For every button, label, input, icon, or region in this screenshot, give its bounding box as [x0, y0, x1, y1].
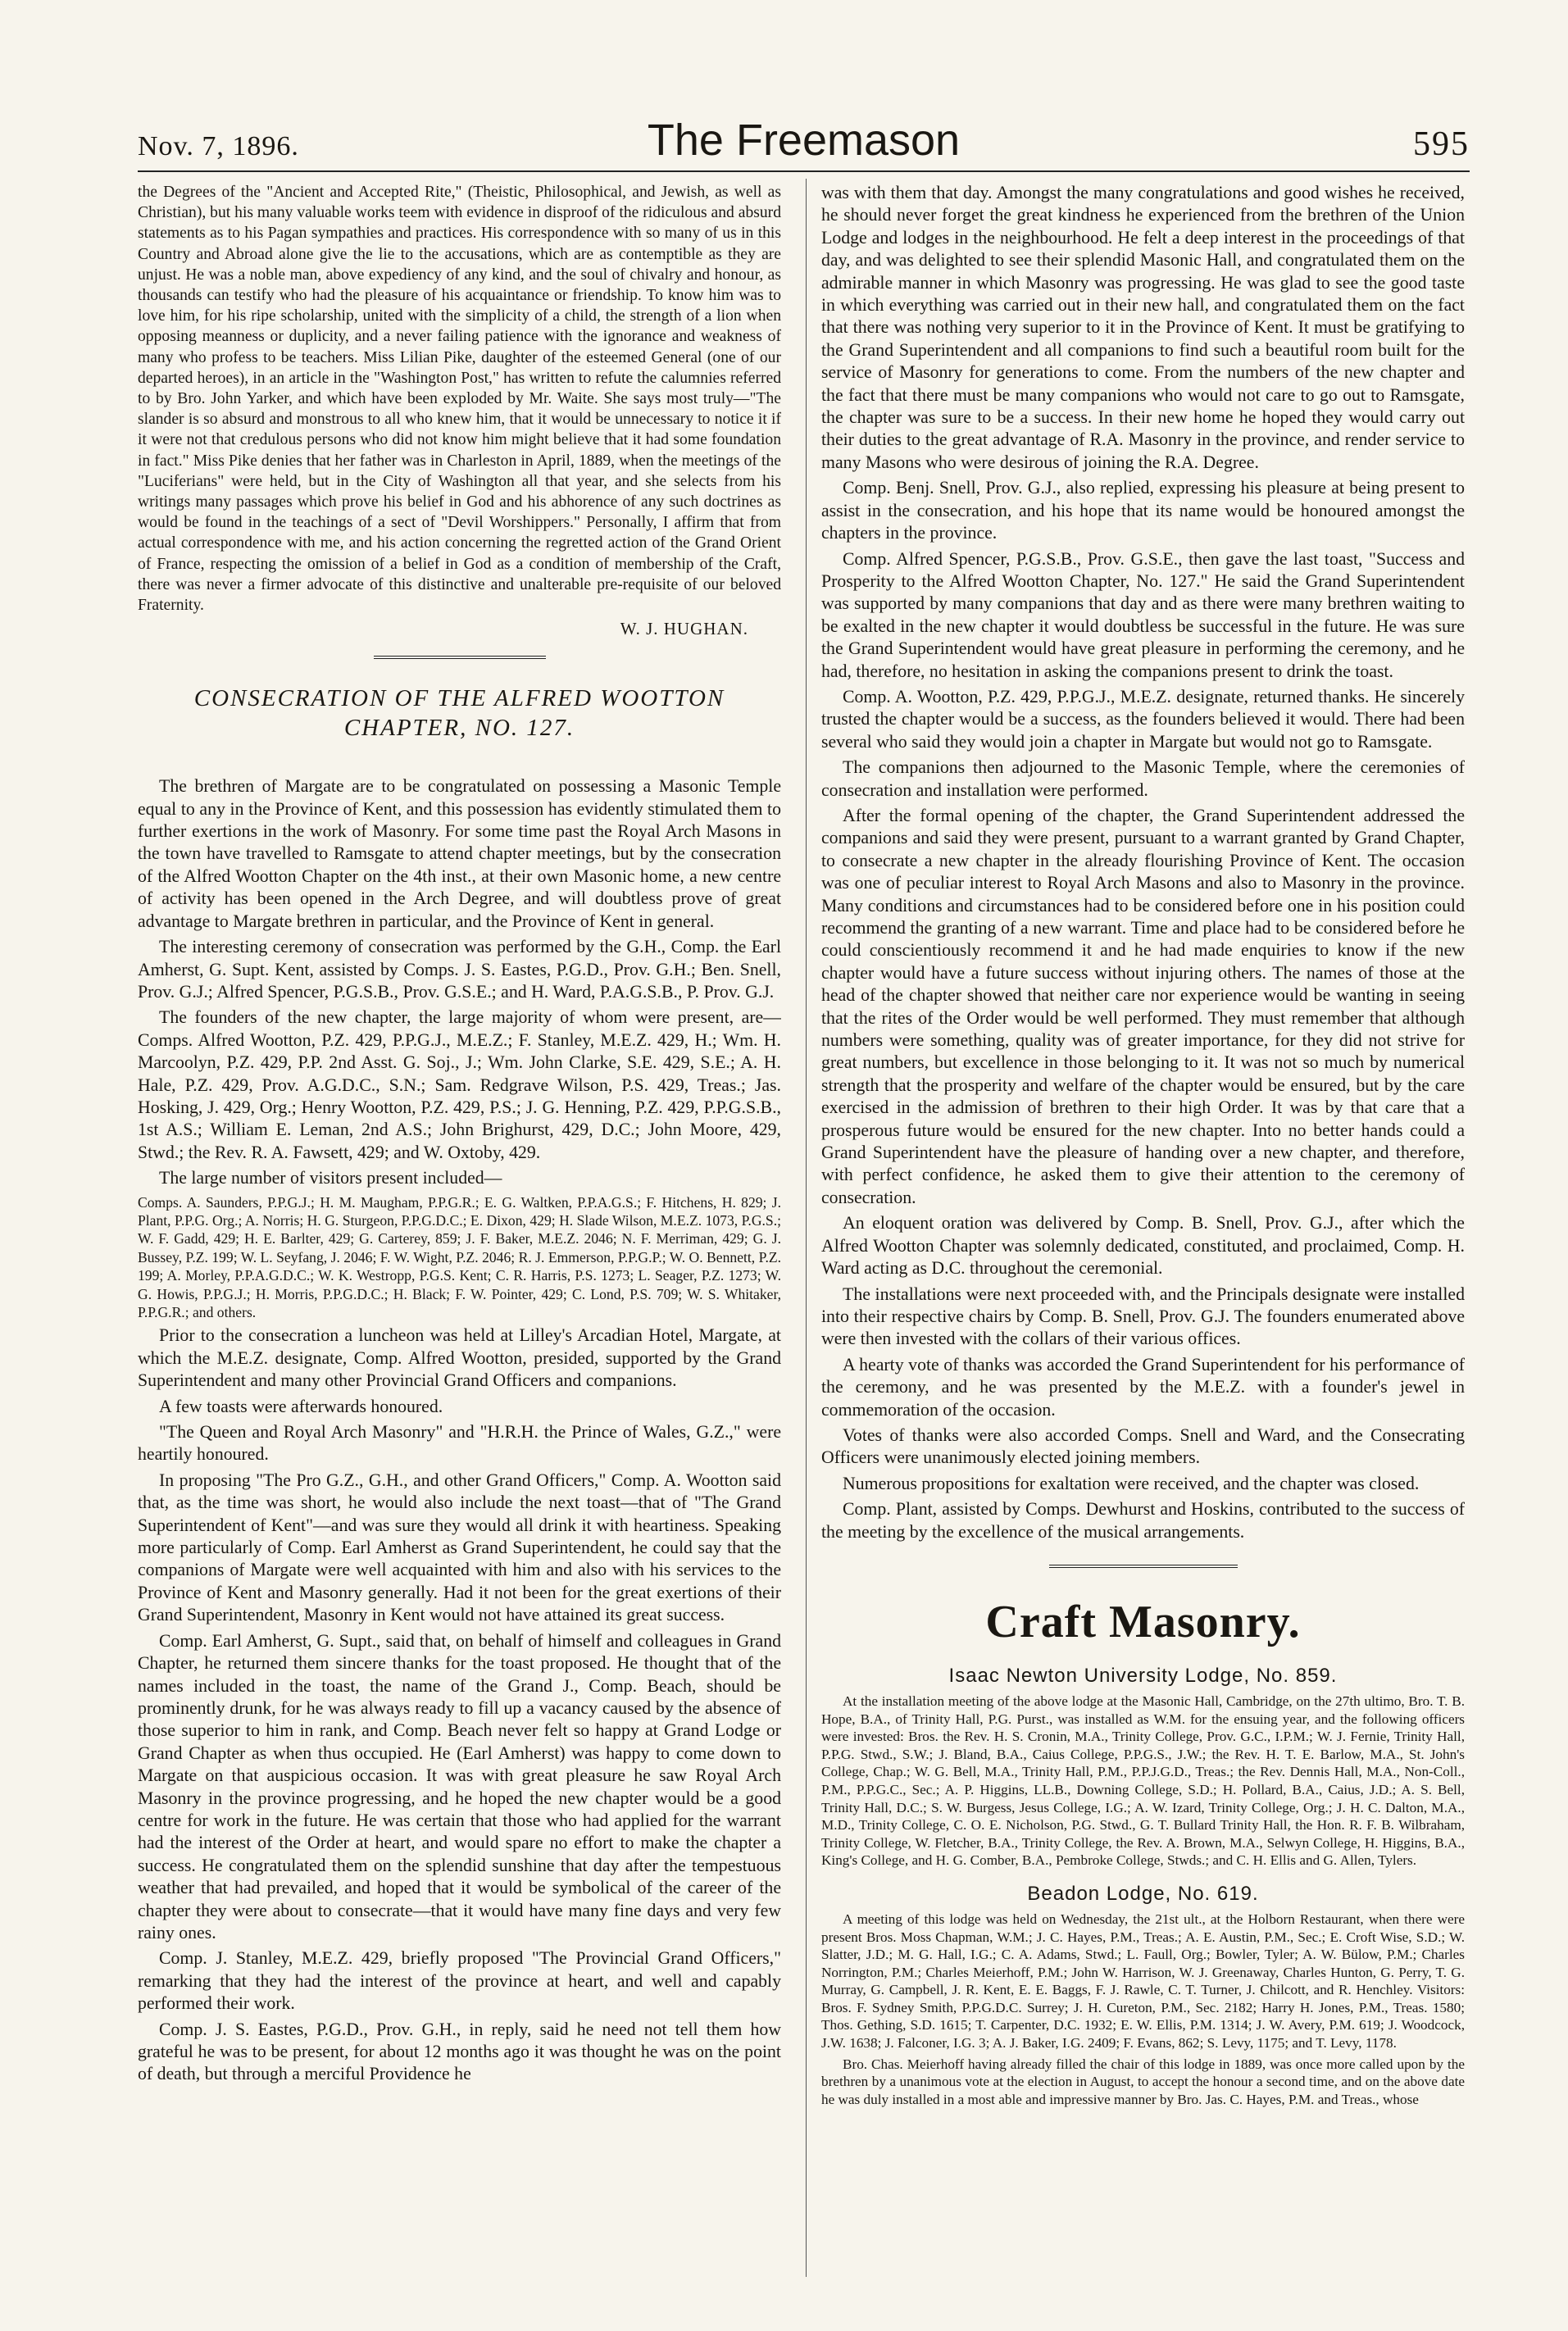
article-paragraph: Votes of thanks were also accorded Comps. Snell and Ward, and the Consecrating Officers were unanimously elected joining members. [821, 1424, 1465, 1468]
article-paragraph: Comp. Alfred Spencer, P.G.S.B., Prov. G.S.E., then gave the last toast, "Success and Prosperity to the Alfred Wootton Chapter, No. 127." He said the Grand Superintendent was supported by many companions that day and as there were many brethren waiting to be exalted in the new chapter it would doubtless be successful in the future. He was sure the Grand Superintendent would have great pleasure in performing the ceremony, and he had, therefore, no hesitation in asking the companions present to drink the toast. [821, 548, 1465, 681]
section-rule [1049, 1565, 1238, 1568]
article-paragraph: After the formal opening of the chapter, the Grand Superintendent addressed the companions and said they were present, pursuant to a warrant granted by Grand Chapter, to consecrate a new chapter in the already flourishing Province of Kent. The occasion was one of peculiar interest to Royal Arch Masons and also to Masonry in the province. Many conditions and circumstances had to be considered before one in his position could recommend the granting of a new warrant. Time and place had to be considered before he could conscientiously recommend it and he had made enquiries to know if the new chapter would have a future success without injuring others. The names of those at the head of the chapter showed that neither care nor experience would be wanting in seeing that the rites of the Order would be well performed. They must remember that although numbers were something, quality was of greater importance, for they did not strive for great numbers, but excellence in those belonging to it. It was not so much by numerical strength that the prosperity and welfare of the chapter would be ensured, but by the care exercised in the admission of brethren to their high Order. It was by that care that a prosperous future would be ensured for the new chapter. Into no better hands could a Grand Superintendent have the pleasure of handing over a new chapter, and therefore, with perfect confidence, he asked them to give their attention to the ceremony of consecration. [821, 805, 1465, 1207]
article-paragraph: A few toasts were afterwards honoured. [159, 1396, 443, 1416]
page-number: 595 [1413, 125, 1470, 163]
article-paragraph: In proposing "The Pro G.Z., G.H., and other Grand Officers," Comp. A. Wootton said that, as the time was short, he would also include the next toast—that of "The Grand Superintendent of Kent"—and was sure they would all drink it with heartiness. Speaking more particularly of Comp. Earl Amherst as Grand Superintendent, he could say that the companions of Margate were well acquainted with him and also with his services to the Province of Kent and Masonry generally. Had it not been for the great exertions of their Grand Superintendent, Masonry in Kent would not have attained its great success. [138, 1470, 781, 1625]
masthead-rule [138, 170, 1470, 172]
visitors-list: Comps. A. Saunders, P.P.G.J.; H. M. Maugham, P.P.G.R.; E. G. Waltken, P.P.A.G.S.; F. Hitchens, H. 829; J. Plant, P.P.G. Org.; A. Norris; H. G. Sturgeon, P.P.G.D.C.; E. Dixon, 429; H. Slade Wilson, M.E.Z. 1073, P.G.S.; W. F. Gadd, 429; H. E. Barlter, 429; G. Carterey, 859; J. F. Baker, M.E.Z. 2046; N. F. Merriman, 429; G. J. Bussey, P.Z. 199; W. L. Seyfang, J. 2046; F. W. Wight, P.Z. 2046; R. J. Emmerson, P.P.G.P.; W. O. Bennett, P.Z. 199; A. Morley, P.P.A.G.D.C.; W. K. Westropp, P.G.S. Kent; C. R. Harris, P.S. 1273; L. Seager, P.Z. 1273; W. G. Howis, P.P.G.J.; H. Morris, P.P.G.D.C.; H. Black; F. W. Pointer, 429; C. Lond, P.S. 709; W. S. Whitaker, P.P.G.R.; and others. [138, 1193, 781, 1321]
article-paragraph: was with them that day. Amongst the many congratulations and good wishes he received, he should never forget the great kindness he experienced from the brethren of the Union Lodge and lodges in the neighbourhood. He felt a deep interest in the proceedings of that day, and was delighted to see their splendid Masonic Hall, and congratulated them on the admirable manner in which Masonry was progressing. He was glad to see the good taste in which everything was carried out in their new hall, and congratulated them on the fact that there was nothing very superior to it in the Province of Kent. It must be gratifying to the Grand Superintendent and all companions to find such a beautiful room built for the service of Masonry for generations to come. From the numbers of the new chapter and the fact that there must be many companions who would not care to go out to Ramsgate, the chapter was sure to be a success. In their new home he hoped they would carry out their duties to the great advantage of R.A. Masonry in the province, and render service to many Masons who were desirous of joining the R.A. Degree. [821, 183, 1465, 472]
article-title [138, 684, 781, 743]
hughan-letter-text: the Degrees of the "Ancient and Accepted Rite," (Theistic, Philosophical, and Jewish, as well as Christian), but his many valuable works teem with evidence in disproof of the ridiculous and absurd statements as to his Pagan sympathies and practices. His correspondence with so many of us in this Country and Abroad alone give the lie to the accusations, which are as contemptible as they are unjust. He was a noble man, above expediency of any kind, and the soul of chivalry and honour, as thousands can testify who had the pleasure of his acquaintance or friendship. To know him was to love him, for his ripe scholarship, united with the simplicity of a child, the strength of a lion when opposing meanness or duplicity, and a never failing patience with the ignorance and weakness of many who profess to be teachers. Miss Lilian Pike, daughter of the esteemed General (one of our departed heroes), in an article in the "Washington Post," has written to refute the calumnies referred to by Bro. John Yarker, and which have been exploded by Mr. Waite. She says most truly—"The slander is so absurd and monstrous to all who knew him, that it would be unnecessary to notice it if it were not that credulous persons who did not know him might believe that it had some foundation in fact." Miss Pike denies that her father was in Charleston in April, 1889, when the meetings of the "Luciferians" were held, but in the City of Washington all that year, and she selects from his writings many passages which prove his belief in God and his abhorence of any such doctrines as would be found in the teachings of a sect of "Devil Worshippers." Personally, I affirm that from actual correspondence with me, and his action concerning the regretted action of the Grand Orient of France, respecting the omission of a belief in God as a condition of membership of the Craft, there was never a firmer advocate of this distinctive and unalterable pre-requisite of our beloved Fraternity. [138, 184, 781, 615]
article-paragraph: Comp. Plant, assisted by Comps. Dewhurst and Hoskins, contributed to the success of the meeting by the excellence of the musical arrangements. [821, 1499, 1465, 1542]
article-paragraph: Prior to the consecration a luncheon was held at Lilley's Arcadian Hotel, Margate, at which the M.E.Z. designate, Comp. Alfred Wootton, presided, supported by the Grand Superintendent and many other Provincial Grand Officers and companions. [138, 1325, 781, 1391]
right-column [821, 182, 1465, 2288]
article-paragraph: Comp. Earl Amherst, G. Supt., said that, on behalf of himself and colleagues in Grand Chapter, he returned them sincere thanks for the toast proposed. He thought that of the names included in the toast, the name of the Grand J., Comp. Beach, should be prominently drunk, for he was always ready to fill up a vacancy caused by the absence of those superior to him in rank, and Comp. Beach never felt so happy at Grand Lodge or Grand Chapter as when thus occupied. He (Earl Amherst) was happy to come down to Margate on that auspicious occasion. It was with great pleasure he saw Royal Arch Masonry in the province progressing, and he hoped the new chapter would be a good centre for work in the future. He was certain that those who had applied for the warrant had the interest of the Order at heart, and would spare no effort to make the chapter a success. He congratulated them on the splendid sunshine that day after the tempestuous weather that had prevailed, and hoped that it would be symbolical of the career of the chapter they were about to consecrate—that it would have many fine days and very few rainy ones. [138, 1630, 781, 1942]
article-paragraph: The brethren of Margate are to be congratulated on possessing a Masonic Temple equal to any in the Province of Kent, and this possession has evidently stimulated them to further exertions in the work of Masonry. For some time past the Royal Arch Masons in the town have travelled to Ramsgate to attend chapter meetings, but by the consecration of the Alfred Wootton Chapter on the 4th inst., at their own Masonic home, a new centre of activity has been opened in the Arch Degree, and will doubtless prove of great advantage to Margate brethren in particular, and the Province of Kent in general. [138, 776, 781, 931]
column-divider [806, 179, 807, 2277]
signature: W. J. HUGHAN. [620, 619, 748, 639]
newspaper-title: The Freemason [647, 116, 961, 165]
masthead [138, 107, 1470, 166]
lodge-heading: Beadon Lodge, No. 619. [1027, 1882, 1259, 1905]
article-paragraph: Numerous propositions for exaltation were received, and the chapter was closed. [843, 1473, 1420, 1493]
section-rule [374, 656, 546, 659]
issue-date: Nov. 7, 1896. [138, 131, 299, 161]
article-paragraph: The interesting ceremony of consecration was performed by the G.H., Comp. the Earl Amherst, G. Supt. Kent, assisted by Comps. J. S. Eastes, P.G.D., Prov. G.H.; Ben. Snell, Prov. G.J.; Alfred Spencer, P.G.S.B., Prov. G.S.E.; and H. Ward, P.A.G.S.B., P. Prov. G.J. [138, 937, 781, 1002]
article-paragraph: The large number of visitors present included— [159, 1168, 502, 1188]
article-paragraph: The founders of the new chapter, the large majority of whom were present, are—Comps. Alfred Wootton, P.Z. 429, P.P.G.J., M.E.Z.; F. Stanley, M.E.Z. 429, H.; Wm. H. Marcoolyn, P.Z. 429, P.P. 2nd Asst. G. Soj., J.; Wm. John Clarke, S.E. 429, S.E.; A. H. Hale, P.Z. 429, Prov. A.G.D.C., S.N.; Sam. Redgrave Wilson, P.S. 429, Treas.; Jas. Hosking, J. 429, Org.; Henry Wootton, P.Z. 429, P.S.; J. G. Henning, P.Z. 429, P.P.G.S.B., 1st A.S.; William E. Leman, 2nd A.S.; John Brighurst, 429, D.C.; John Moore, 429, Stwd.; the Rev. R. A. Fawsett, 429; and W. Oxtoby, 429. [138, 1007, 781, 1162]
lodge-report: At the installation meeting of the above lodge at the Masonic Hall, Cambridge, on the 27th ultimo, Bro. T. B. Hope, B.A., of Trinity Hall, P.G. Purst., was installed as W.M. for the ensuing year, and the following officers were invested: Bros. the Rev. H. S. Cronin, M.A., Trinity College, Prov. G.C., I.P.M.; W. J. Fernie, Trinity Hall, P.P.G. Stwd., S.W.; J. Bland, B.A., Caius College, P.P.G.S., J.W.; the Rev. H. T. E. Barlow, M.A., St. John's College, Chap.; W. G. Bell, M.A., Trinity Hall, P.M., P.P.J.G.D., Treas.; the Rev. Dennis Hall, M.A., Non-Coll., P.M., P.P.G.C., Sec.; A. P. Higgins, LL.B., Downing College, S.D.; H. Pollard, B.A., Caius, J.D.; A. S. Bell, Trinity Hall, D.C.; S. W. Burgess, Jesus College, I.G.; A. W. Izard, Trinity College, Org.; J. H. C. Dalton, M.A., M.D., Trinity College, C. O. E. Nicholson, P.G. Stwd., G. T. Bullard Trinity Hall, the Hon. R. F. B. Wilbraham, Trinity College, W. Fletcher, B.A., Trinity College, the Rev. A. Brown, M.A., Selwyn College, H. Higgins, B.A., King's College, and H. G. Comber, B.A., Pembroke College, Stwds.; and C. H. Ellis and G. Allen, Tylers. [821, 1693, 1465, 1869]
lodge-heading: Isaac Newton University Lodge, No. 859. [948, 1664, 1338, 1687]
article-subtitle: CHAPTER, NO. 127. [343, 715, 575, 742]
article-paragraph: Comp. A. Wootton, P.Z. 429, P.P.G.J., M.E.Z. designate, returned thanks. He sincerely trusted the chapter would be a success, as the founders believed it would. There had been several who said they would join a chapter in Margate but would not go to Ramsgate. [821, 686, 1465, 752]
article-paragraph: Comp. Benj. Snell, Prov. G.J., also replied, expressing his pleasure at being present to assist in the consecration, and his hope that its name would be honoured amongst the chapters in the province. [821, 478, 1465, 543]
article-paragraph: The companions then adjourned to the Masonic Temple, where the ceremonies of consecration and installation were performed. [821, 757, 1465, 800]
article-paragraph: "The Queen and Royal Arch Masonry" and "H.R.H. the Prince of Wales, G.Z.," were heartily honoured. [138, 1422, 781, 1465]
article-title-line: CONSECRATION OF THE ALFRED WOOTTON [193, 685, 725, 712]
article-paragraph: A hearty vote of thanks was accorded the Grand Superintendent for his performance of the ceremony, and he was presented by the M.E.Z. with a founder's jewel in commemoration of the occasion. [821, 1354, 1465, 1420]
article-paragraph: An eloquent oration was delivered by Comp. B. Snell, Prov. G.J., after which the Alfred Wootton Chapter was solemnly dedicated, constituted, and proclaimed, Comp. H. Ward acting as D.C. throughout the ceremonial. [821, 1213, 1465, 1279]
article-paragraph: The installations were next proceeded with, and the Principals designate were installed into their respective chairs by Comp. B. Snell, Prov. G.J. The founders enumerated above were then invested with the collars of their various offices. [821, 1284, 1465, 1349]
article-paragraph: Comp. J. S. Eastes, P.G.D., Prov. G.H., in reply, said he need not tell them how grateful he was to be present, for about 12 months ago it was thought he was on the point of death, but through a merciful Providence he [138, 2019, 781, 2084]
article-paragraph: Comp. J. Stanley, M.E.Z. 429, briefly proposed "The Provincial Grand Officers," remarking that they had the interest of the province at heart, and well and capably performed their work. [138, 1948, 781, 2014]
lodge-report: Bro. Chas. Meierhoff having already filled the chair of this lodge in 1889, was once more called upon by the brethren by a unanimous vote at the election in August, to accept the honour a second time, and on the above date he was duly installed in a most able and impressive manner by Bro. Jas. C. Hayes, P.M. and Treas., whose [821, 2056, 1465, 2107]
section-title: Craft Masonry. [985, 1596, 1301, 1647]
left-column [138, 182, 781, 2288]
lodge-report: A meeting of this lodge was held on Wednesday, the 21st ult., at the Holborn Restaurant, when there were present Bros. Moss Chapman, W.M.; J. C. Hayes, P.M., Treas.; A. E. Austin, P.M., Sec.; E. Croft Wise, S.D.; W. Slatter, J.D.; M. G. Hall, I.G.; C. A. Adams, Stwd.; L. Faull, Org.; Bowler, Tyler; A. W. Bülow, P.M.; Charles Norrington, P.M.; Charles Meierhoff, P.M.; John W. Harrison, W. J. Greenaway, Charles Hunton, G. Perry, T. G. Murray, G. Campbell, J. R. Kent, E. E. Baggs, F. J. Rawle, C. T. Turner, J. Chilcott, and R. Henchley. Visitors: Bros. F. Sydney Smith, P.P.G.D.C. Surrey; J. H. Cureton, P.M., Sec. 2182; Harry H. Jones, P.M., Treas. 1580; Thos. Gething, S.D. 1615; T. Carpenter, D.C. 1932; E. W. Ellis, P.M. 1314; J. W. Avery, P.M. 619; J. Woodcock, J.W. 1638; J. Falconer, I.G. 3; A. J. Baker, I.G. 2409; F. Evans, 862; S. Levy, 1175; and T. Levy, 1178. [821, 1911, 1465, 2052]
